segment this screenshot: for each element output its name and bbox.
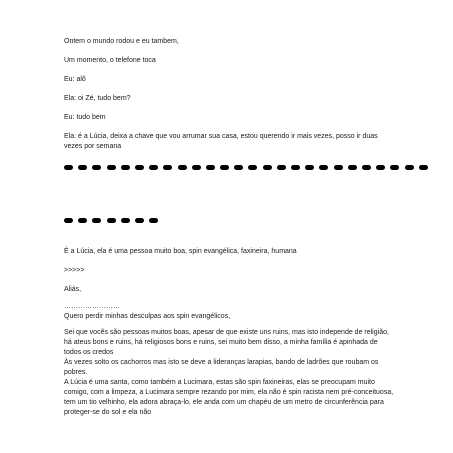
separator-dot	[248, 165, 257, 170]
separator-dot	[291, 165, 300, 170]
separator-dot	[220, 165, 229, 170]
separator-dot	[305, 165, 314, 170]
paragraph-13: Às vezes solto os cachorros mas isto se deve a lideranças larapias, bando de ladrões que roubam os pobres.	[64, 359, 381, 376]
paragraph-12: Sei que vocês são pessoas muitos boas, apesar de que existe uns ruins, mas isto independe de religião, há ateus bons e ruins, há religiosos bons e ruins, sei muito bem disso, a minha família é apinhada de todos os credos	[64, 329, 391, 356]
separator-dot	[78, 218, 87, 223]
separator-dot	[92, 218, 101, 223]
dot-separator-long	[64, 165, 433, 170]
paragraph-8: >>>>>	[64, 267, 85, 274]
paragraph-11: Quero perdir minhas desculpas aos spin evangélicos,	[64, 313, 231, 320]
separator-dot	[135, 218, 144, 223]
separator-dot	[135, 165, 144, 170]
separator-dot	[206, 165, 215, 170]
separator-dot	[263, 165, 272, 170]
separator-dot	[376, 165, 385, 170]
separator-dot	[163, 165, 172, 170]
separator-dot	[348, 165, 357, 170]
separator-dot	[78, 165, 87, 170]
separator-dot	[149, 165, 158, 170]
paragraph-9: Aliás,	[64, 286, 82, 293]
separator-dot	[64, 165, 73, 170]
separator-dot	[192, 165, 201, 170]
paragraph-14: A Lúcia é uma santa, como também a Lucimara, estas são spin faxineiras, elas se preocupam muito comigo, com a limpeza, a Lucimara sempre rezando por mim, ela não é spin racista nem pré-conceituosa, tem um tio velhinho, ela adora abraça-lo, ele anda com um chapéu de um metro de circunferência para proteger-se do sol e ela não	[64, 379, 396, 416]
separator-dot	[107, 218, 116, 223]
separator-dot	[319, 165, 328, 170]
separator-dot	[92, 165, 101, 170]
separator-dot	[107, 165, 116, 170]
paragraph-4: Ela: oi Zé, tudo bem?	[64, 95, 131, 102]
separator-dot	[178, 165, 187, 170]
paragraph-7: É a Lúcia, ela é uma pessoa muito boa, spin evangélica, faxineira, humana	[64, 248, 297, 255]
separator-dot	[419, 165, 428, 170]
paragraph-6: Ela: é a Lúcia, deixa a chave que vou arrumar sua casa, estou querendo ir mais vezes, posso ir duas vezes por semana	[64, 133, 380, 150]
separator-dot	[121, 165, 130, 170]
separator-dot	[277, 165, 286, 170]
separator-dot	[334, 165, 343, 170]
paragraph-2: Um momento, o telefone toca	[64, 57, 156, 64]
paragraph-3: Eu: alô	[64, 76, 86, 83]
separator-dot	[405, 165, 414, 170]
paragraph-10: ……………………	[64, 303, 120, 310]
separator-dot	[121, 218, 130, 223]
separator-dot	[149, 218, 158, 223]
separator-dot	[234, 165, 243, 170]
dot-separator-short	[64, 218, 163, 223]
paragraph-5: Eu: tudo bem	[64, 114, 106, 121]
paragraph-1: Ontem o mundo rodou e eu tambem,	[64, 38, 179, 45]
separator-dot	[390, 165, 399, 170]
separator-dot	[64, 218, 73, 223]
separator-dot	[362, 165, 371, 170]
